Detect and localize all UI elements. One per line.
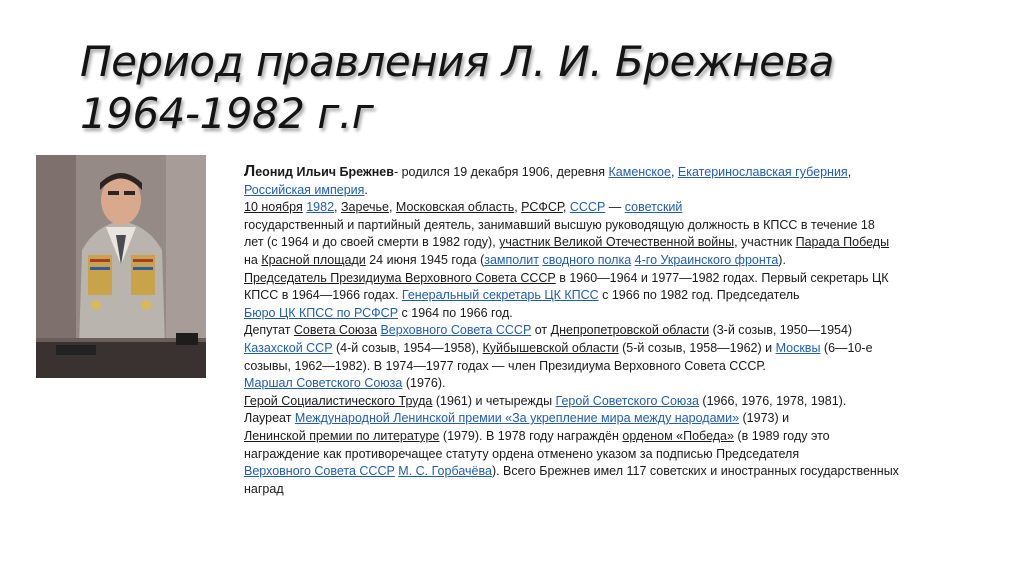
text-run: КПСС в 1964—1966 годах.	[244, 288, 402, 303]
text-run: (4-й созыв, 1954—1958),	[332, 340, 483, 355]
hyperlink[interactable]: 10 ноября	[244, 200, 303, 215]
text-run: награждение как противоречащее статуту ордена отменено указом за подписью Председателя	[244, 446, 800, 461]
text-run: ,	[334, 200, 341, 215]
bio-line	[244, 463, 956, 481]
hyperlink[interactable]: Международной Ленинской премии «За укрепление мира между народами»	[294, 411, 740, 426]
hyperlink[interactable]: СССР	[569, 200, 606, 215]
hyperlink[interactable]: Ленинской премии по литературе	[244, 428, 440, 443]
hyperlink[interactable]: Екатеринославская губерния	[677, 165, 848, 179]
hyperlink[interactable]: Каменское	[608, 165, 671, 179]
hyperlink[interactable]: РСФСР	[521, 200, 563, 215]
bio-line	[244, 217, 956, 235]
bio-line	[244, 358, 956, 376]
hyperlink[interactable]: Герой Социалистического Труда	[244, 393, 433, 408]
hyperlink[interactable]: Днепропетровской области	[550, 323, 710, 338]
person-name: еонид Ильич Брежнев	[255, 165, 394, 179]
text-run: с 1964 по 1966 год.	[398, 305, 513, 320]
drop-initial: Л	[244, 163, 256, 180]
bio-line	[244, 393, 956, 411]
text-run: (6—10-е	[820, 340, 873, 355]
text-run: ,	[514, 200, 522, 215]
hyperlink[interactable]: Бюро ЦК КПСС по РСФСР	[244, 305, 399, 320]
bio-line	[244, 428, 956, 446]
bio-line	[244, 270, 956, 288]
text-run: 24 июня 1945 года (	[365, 252, 485, 267]
bio-line	[244, 340, 956, 358]
hyperlink[interactable]: орденом «Победа»	[622, 428, 734, 443]
hyperlink[interactable]: Герой Советского Союза	[555, 393, 699, 408]
text-run: ). Всего Брежнев имел 117 советских и иностранных государственных	[491, 464, 899, 479]
hyperlink[interactable]: Маршал Советского Союза	[244, 376, 403, 391]
text-run: —	[605, 200, 625, 215]
hyperlink[interactable]: участник Великой Отечественной войны	[499, 235, 735, 250]
hyperlink[interactable]: Председатель Президиума Верховного Совета СССР	[244, 270, 556, 285]
hyperlink[interactable]: Верховного Совета СССР	[380, 323, 532, 338]
bio-line	[244, 322, 956, 340]
hyperlink[interactable]: Совета Союза	[293, 323, 377, 338]
bio-line	[244, 375, 956, 393]
slide-title: Период правления Л. И. Брежнева 1964-1982 г.г	[80, 37, 834, 138]
hyperlink[interactable]: Заречье	[341, 200, 389, 215]
text-run: (3-й созыв, 1950—1954)	[709, 323, 853, 338]
text-run: созывы, 1962—1982). В 1974—1977 годах — член Президиума Верховного Совета СССР.	[244, 358, 766, 373]
text-run: наград	[244, 481, 284, 496]
hyperlink[interactable]: Московская область	[395, 200, 515, 215]
text-run: на	[244, 252, 262, 267]
hyperlink[interactable]: замполит	[484, 252, 539, 267]
biography-text	[244, 163, 956, 498]
bio-line	[244, 446, 956, 464]
bio-line	[244, 163, 956, 182]
text-run: (1966, 1976, 1978, 1981).	[698, 393, 847, 408]
hyperlink[interactable]: Российская империя	[244, 182, 365, 197]
hyperlink[interactable]: Верховного Совета СССР	[244, 464, 395, 479]
hyperlink[interactable]: М. С. Горбачёва	[398, 464, 492, 479]
text-run: государственный и партийный деятель, занимавший высшую руководящую должность в КПСС в течение 18	[244, 217, 875, 232]
bio-line	[244, 287, 956, 305]
bio-line	[244, 305, 956, 323]
portrait-photo	[36, 155, 206, 378]
text-run: (1973) и	[739, 411, 790, 426]
bio-line	[244, 481, 956, 499]
hyperlink[interactable]: Генеральный секретарь ЦК КПСС	[401, 288, 599, 303]
bio-line	[244, 234, 956, 252]
text-run: от	[531, 323, 551, 338]
text-run: .	[364, 182, 368, 197]
bio-line	[244, 252, 956, 270]
hyperlink[interactable]: советский	[624, 200, 683, 215]
text-run: (5-й созыв, 1958—1962) и	[618, 340, 776, 355]
bio-line	[244, 182, 956, 200]
text-run: с 1966 по 1982 год. Председатель	[598, 288, 800, 303]
bio-line	[244, 410, 956, 428]
text-run: ,	[562, 200, 570, 215]
text-run: (в 1989 году это	[733, 428, 830, 443]
text-run: Депутат	[244, 323, 294, 338]
text-run: лет (с 1964 и до своей смерти в 1982 году),	[244, 235, 500, 250]
text-run: ,	[670, 165, 678, 179]
text-run: (1979). В 1978 году награждён	[439, 428, 623, 443]
text-run: в 1960—1964 и 1977—1982 годах. Первый секретарь ЦК	[555, 270, 889, 285]
text-run: (1976).	[402, 376, 446, 391]
text-run: Лауреат	[244, 411, 295, 426]
text-run: , участник	[734, 235, 796, 250]
hyperlink[interactable]: Парада Победы	[795, 235, 890, 250]
text-run: (1961) и четырежды	[432, 393, 556, 408]
hyperlink[interactable]: 1982	[306, 200, 335, 215]
text-run: - родился 19 декабря 1906, деревня	[393, 165, 609, 179]
bio-line	[244, 199, 956, 217]
hyperlink[interactable]: Куйбышевской области	[482, 340, 619, 355]
hyperlink[interactable]: сводного полка	[542, 252, 632, 267]
hyperlink[interactable]: Москвы	[775, 340, 821, 355]
hyperlink[interactable]: Казахской ССР	[244, 340, 333, 355]
hyperlink[interactable]: Красной площади	[261, 252, 366, 267]
hyperlink[interactable]: 4-го Украинского фронта	[634, 252, 779, 267]
text-run: ,	[388, 200, 396, 215]
text-run: ,	[847, 165, 852, 179]
text-run: ).	[778, 252, 786, 267]
